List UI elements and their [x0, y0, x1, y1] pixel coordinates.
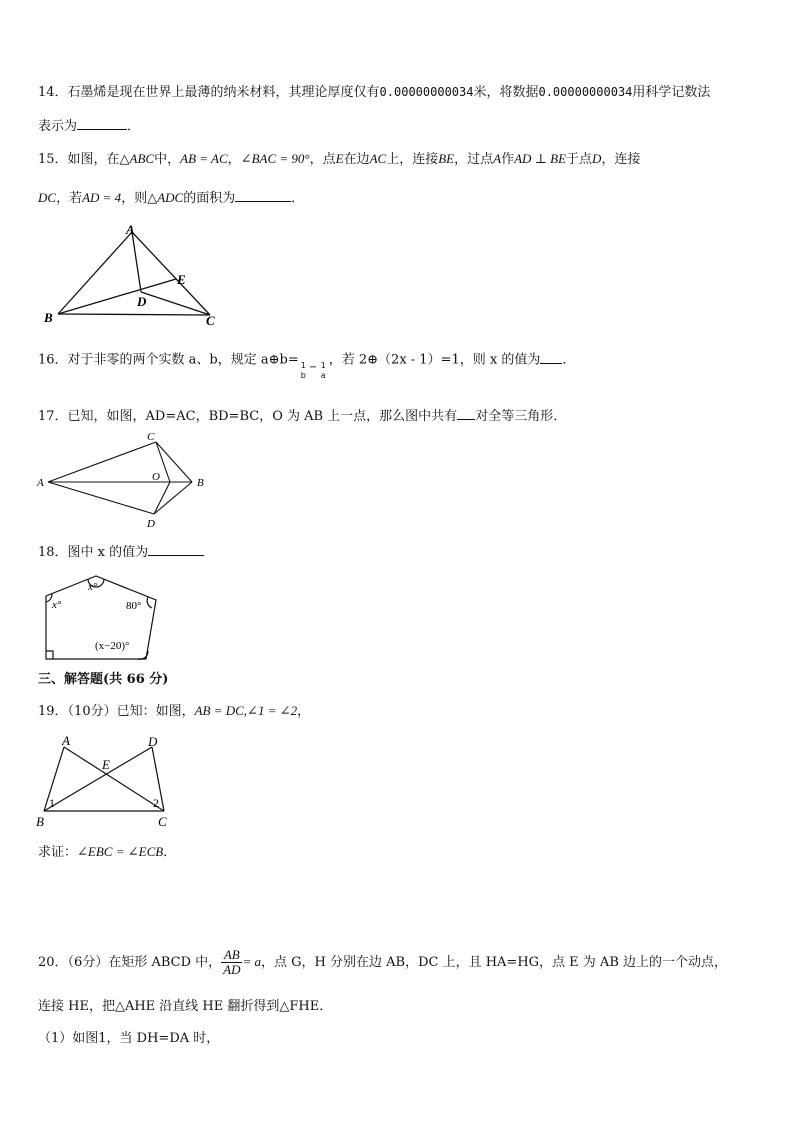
math: D [592, 151, 602, 166]
q20-line1 [38, 944, 727, 981]
q14-line2 [38, 115, 140, 136]
math: AC [369, 151, 387, 166]
angle-label: x° [52, 599, 62, 611]
vertex-label: B [36, 814, 44, 829]
angle-label: (x−20)° [95, 640, 130, 652]
frac-minus: − [308, 362, 318, 373]
answer-blank[interactable] [77, 115, 127, 130]
vertex-label: E [102, 757, 110, 772]
q19-text: 19．（10分）已知：如图， [38, 704, 195, 719]
vertex-label: A [126, 222, 135, 237]
frac-num: 1 [320, 361, 326, 370]
math: ∠BAC = 90° [240, 151, 310, 166]
q15-figure [38, 222, 228, 332]
q20-text: （1）如图1，当 DH=DA 时， [38, 1031, 220, 1046]
q14-text: ． [127, 119, 141, 134]
frac-den: AD [223, 962, 241, 977]
math: BE [438, 151, 455, 166]
q14-text: 米，将数据 [473, 85, 539, 100]
fig-line [58, 314, 210, 315]
q14-text: 用科学记数法 [632, 85, 711, 100]
q19-text: ． [163, 845, 177, 860]
frac-den: a [320, 371, 326, 380]
answer-blank[interactable] [457, 405, 475, 420]
angle-label: 80° [126, 600, 142, 612]
math: △ADC [147, 190, 184, 205]
q16-text: 16．对于非零的两个实数 a、b，规定 a⊕b= [38, 352, 299, 368]
math: A [493, 151, 502, 166]
q15-text: 在边 [343, 152, 370, 167]
q15-text: ，过点 [454, 152, 494, 167]
q15-text: ，连接 [601, 152, 641, 167]
q20-text: 20．（6分）在矩形 ABCD 中， [38, 955, 222, 970]
q15-text: ，若 [56, 191, 83, 206]
q18-line [38, 541, 204, 562]
fig-line [44, 747, 152, 811]
vertex-label: B [44, 310, 53, 325]
vertex-label: D [148, 734, 158, 749]
vertex-label: D [147, 518, 155, 530]
q16-text: ． [562, 352, 576, 368]
frac-num: 1 [300, 361, 306, 370]
fig-line [48, 442, 156, 482]
math: AD ⊥ BE [514, 151, 567, 166]
vertex-label: C [147, 431, 155, 443]
fraction [221, 948, 242, 977]
q14-line1 [38, 83, 710, 102]
math: △ABC [119, 151, 155, 166]
q18-figure [38, 566, 168, 666]
fig-line [154, 482, 192, 514]
vertex-label: A [62, 733, 70, 748]
q14-text: 14．石墨烯是现在世界上最薄的纳米材料，其理论厚度仅有 [38, 85, 380, 100]
q15-text: ， [227, 152, 241, 167]
q17-line [38, 405, 566, 426]
math: DC [38, 190, 57, 205]
fig-line [64, 747, 164, 811]
q14-number: 0.00000000034 [538, 85, 633, 99]
vertex-label: B [197, 477, 204, 489]
q17-text: 对全等三角形． [475, 409, 567, 424]
q16-formula [299, 345, 329, 380]
q19-text: ， [297, 704, 311, 719]
q14-number: 0.00000000034 [379, 85, 474, 99]
q17-figure [34, 428, 214, 534]
fig-line [154, 482, 170, 514]
math: AD = 4 [82, 190, 122, 205]
q15-text: 中， [154, 152, 181, 167]
q20-text: 连接 HE，把△AHE 沿直线 HE 翻折得到△FHE． [38, 999, 333, 1014]
vertex-label: C [206, 313, 215, 328]
q14-text: 表示为 [38, 119, 78, 134]
vertex-label: A [37, 477, 44, 489]
q20-text: ，点 G，H 分别在边 AB，DC 上，且 HA=HG，点 E 为 AB 边上的一个动点， [261, 955, 728, 970]
q20-line2 [38, 998, 332, 1016]
angle-label: 2 [153, 796, 159, 810]
math: AB = AC [180, 151, 228, 166]
right-angle-mark [46, 651, 53, 659]
fig-line [58, 279, 176, 314]
math: ∠EBC = ∠ECB [77, 844, 164, 859]
q15-text: 15．如图，在 [38, 152, 120, 167]
angle-label: x° [88, 581, 98, 593]
q20-line3 [38, 1030, 219, 1048]
q15-text: ，点 [309, 152, 336, 167]
answer-blank[interactable] [540, 349, 562, 364]
answer-blank[interactable] [235, 187, 291, 202]
frac-den: b [300, 371, 306, 380]
q18-text: 18．图中 x 的值为 [38, 545, 149, 560]
q19-line [38, 702, 310, 721]
q19-text: 求证： [38, 845, 78, 860]
q19-figure [32, 731, 182, 831]
q16-line [38, 345, 576, 380]
q15-line2 [38, 187, 304, 208]
vertex-label: D [137, 294, 147, 309]
math: E [335, 151, 344, 166]
fig-line [156, 442, 192, 482]
fig-line [58, 232, 132, 314]
q15-text: 的面积为 [183, 191, 236, 206]
math: AB = DC,∠1 = ∠2 [194, 703, 298, 718]
q19-prove [38, 843, 176, 862]
q15-text: 于点 [566, 152, 593, 167]
q15-line1 [38, 150, 640, 169]
vertex-label: C [158, 814, 167, 829]
q15-text: ． [291, 191, 305, 206]
vertex-label: O [152, 471, 160, 483]
fig-line [48, 482, 154, 514]
math: = a [242, 954, 262, 969]
q15-text: 上，连接 [386, 152, 439, 167]
q17-text: 17．已知，如图，AD=AC，BD=BC，O 为 AB 上一点，那么图中共有 [38, 409, 458, 424]
angle-label: 1 [49, 796, 55, 810]
q15-text: 作 [501, 152, 515, 167]
answer-blank[interactable] [148, 541, 204, 556]
q16-text: ，若 2⊕（2x - 1）=1，则 x 的值为 [328, 352, 541, 368]
vertex-label: E [177, 272, 186, 287]
frac-num: AB [221, 948, 242, 963]
section-heading: 三、解答题(共 66 分) [38, 672, 169, 687]
q15-text: ，则 [121, 191, 148, 206]
